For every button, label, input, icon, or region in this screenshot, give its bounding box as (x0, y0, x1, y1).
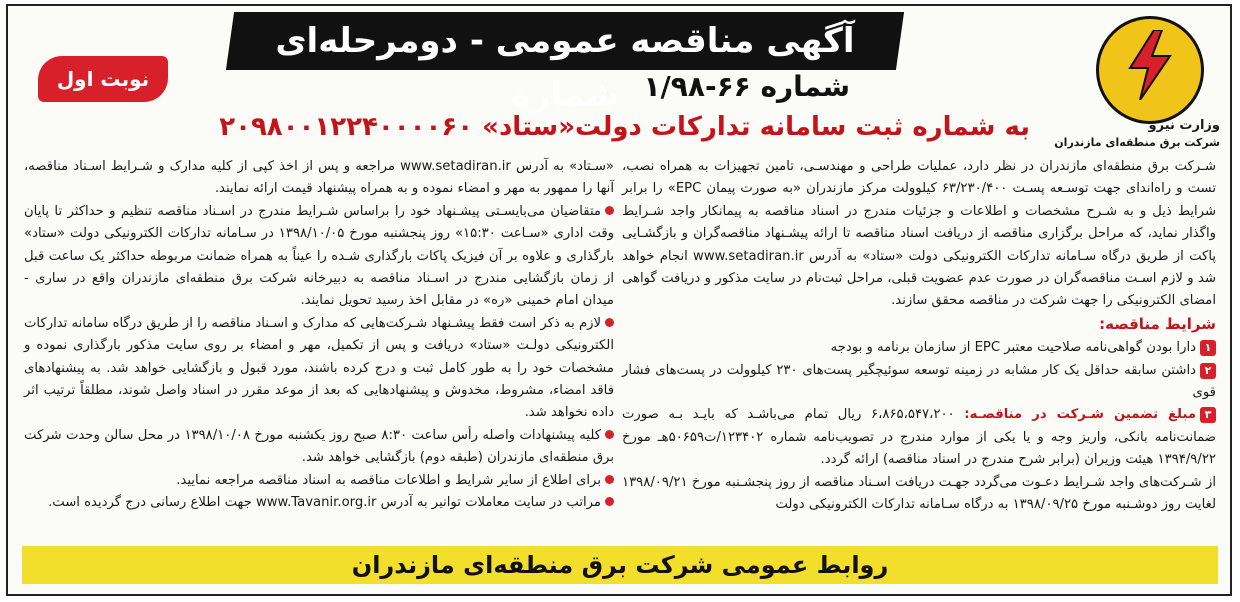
number-1-icon: ۱ (1200, 340, 1216, 356)
bullet-icon (605, 475, 614, 484)
condition-2: ۲داشتن سابقه حداقل یک کار مشابه در زمینه توسعه سوئیچگیر پست‌های ۲۳۰ کیلوولت در پست‌های فشار قوی (622, 362, 1216, 401)
intro-paragraph: شـرکت برق منطقه‌ای مازندران در نظر دارد، عملیات طراحی و مهندسـی، تامین تجهیزات به همراه نصب، تست و راه‌اندای جهت توسـعه پسـت ۶۳/۲۳۰/۴۰۰ کیلوولت مرکز مازندران «به صورت پیمان EPC» را برابر شرایط ذیل و به شـرح مشخصات و اطلاعات و جزئیات مندرج در اسناد مناقصه به پیمانکار واجد شـرایط واگذار نماید، که مراحل برگزاری مناقصه از دریافت اسناد مناقصه تا ارائه پیشـنهاد مناقصه‌گران و بازگشـایی پاکت از طریق درگاه سـامانه تدارکات الکترونیکی دولت «ستاد» به آدرس www.setadiran.ir انجام خواهد شد و لازم اسـت مناقصه‌گران در صورت عدم عضویت قبلی، مراحل ثبت‌نام در سایت مذکور و دریافت گواهی امضای الکترونیکی را جهت شرکت در مناقصه محقق سازند. (622, 159, 1217, 309)
bullet-icon (605, 318, 614, 327)
company-name: شرکت برق منطقه‌ای مازندران (1054, 136, 1220, 149)
left-paragraph-0: «سـتاد» به آدرس www.setadiran.ir مراجعه و پس از اخذ کپی از کلیه مدارک و شـرایط اسـناد مناقصه، آنها را ممهور به مهر و امضاء نموده و به همراه پیشنهاد قیمت ارائه نمایند. (24, 159, 614, 197)
condition-1: ۱دارا بودن گواهی‌نامه صلاحیت معتبر EPC از سازمان برنامه و بودجه (622, 337, 1216, 359)
left-paragraph-2: لازم به ذکر است فقط پیشـنهاد شـرکت‌هایی که مدارک و اسـناد مناقصه را از طریق درگاه سامانه تدارکات الکترونیکی دولـت «ستاد» دریافت و پس از تکمیل، مهر و امضاء بر روی سایت مذکور بارگذاری نموده و مشخصات خود را به طور کامل ثبت و درج کرده باشند، مورد قبول و بازگشایی خواهد شد. به پیشنهادهای فاقد امضاء، مشروط، مخدوش و پیشنهادهایی که بعد از موعد مقرر در اسناد واصل شوند، مطلقاً ترتیب اثر داده نخواهد شد. (24, 315, 614, 421)
left-paragraph-1: متقاضیان می‌بایسـتی پیشـنهاد خود را براساس شـرایط مندرج در اسـناد مناقصه تنظیم و حداکثر تا پایان وقت اداری «سـاعت ۱۵:۳۰» روز پنجشنبه مورخ ۱۳۹۸/۱۰/۰۵ در سـامانه تدارکات الکترونیکی دولت «ستاد» بارگذاری و علاوه بر آن فیزیک پاکات بارگذاری شـده را عیناً به همراه ضمانت مربوطه حداکثر یک ساعت قبل از زمان بازگشایی مندرج در اسـناد مناقصه به دبیرخانه شرکت برق منطقه‌ای مازندران واقع در ساری - میدان امام خمینی «ره» در مقابل اخذ رسید تحویل نمایند. (24, 203, 615, 309)
number-3-icon: ۳ (1200, 407, 1216, 423)
page-title: آگهی مناقصه عمومی - دومرحله‌ای شماره (275, 21, 855, 115)
tender-number: شماره ۶۶-۱/۹۸ (643, 70, 850, 103)
status-badge: نوبت اول (38, 56, 168, 102)
dates-paragraph: از شـرکت‌های واجد شـرایط دعـوت می‌گردد جهـت دریافت اسـناد مناقصه از روز پنجشـنبه مورخ ۱۳۹۸/۰۹/۲۱ لغایت روز دوشـنبه مورخ ۱۳۹۸/۰۹/۲۵ به درگاه سـامانه تدارکات الکترونیکی دولت (622, 474, 1216, 513)
bullet-icon (605, 206, 614, 215)
bullet-icon (605, 497, 614, 506)
condition-3: ۳مبلغ تضمین شـرکت در مناقصـه: ۶،۸۶۵،۵۴۷،۲۰۰ ریال تمام می‌باشـد که بایـد بـه صورت ضمانت‌نامه بانکی، واریز وجه و یا یکی از موارد مندرج در تصویب‌نامه شماره ۱۲۳۴۰۲/ت۵۰۶۵۹هـ مورخ ۱۳۹۴/۹/۲۲ هیئت وزیران (برابر شرح مندرج در اسناد مناقصه) ارائه گردد. (622, 407, 1216, 468)
left-column (24, 156, 614, 515)
left-paragraph-4: برای اطلاع از سایر شرایط و اطلاعات مناقصه به اسناد مناقصه مراجعه نمایید. (24, 470, 614, 492)
ministry-name: وزارت نیرو (1148, 118, 1220, 133)
registration-number: به شماره ثبت سامانه تدارکات دولت«ستاد» ۲۰۹۸۰۰۱۲۲۴۰۰۰۰۶۰ (219, 112, 1030, 142)
right-column (622, 156, 1216, 517)
left-paragraph-5: مراتب در سایت معاملات توانیر به آدرس www.Tavanir.org.ir جهت اطلاع رسانی درج گردیده است. (24, 492, 614, 514)
bullet-icon (605, 430, 614, 439)
footer-banner: روابط عمومی شرکت برق منطقه‌ای مازندران (22, 546, 1218, 584)
left-paragraph-3: کلیه پیشنهادات واصله رأس ساعت ۸:۳۰ صبح روز یکشنبه مورخ ۱۳۹۸/۱۰/۰۸ در محل سالن وحدت شرکت برق منطقه‌ای مازندران (طبقه دوم) بازگشایی خواهد شد. (24, 427, 614, 466)
conditions-title: شرایط مناقصه: (1099, 314, 1216, 333)
lightning-icon (1124, 30, 1176, 100)
number-2-icon: ۲ (1200, 363, 1216, 379)
